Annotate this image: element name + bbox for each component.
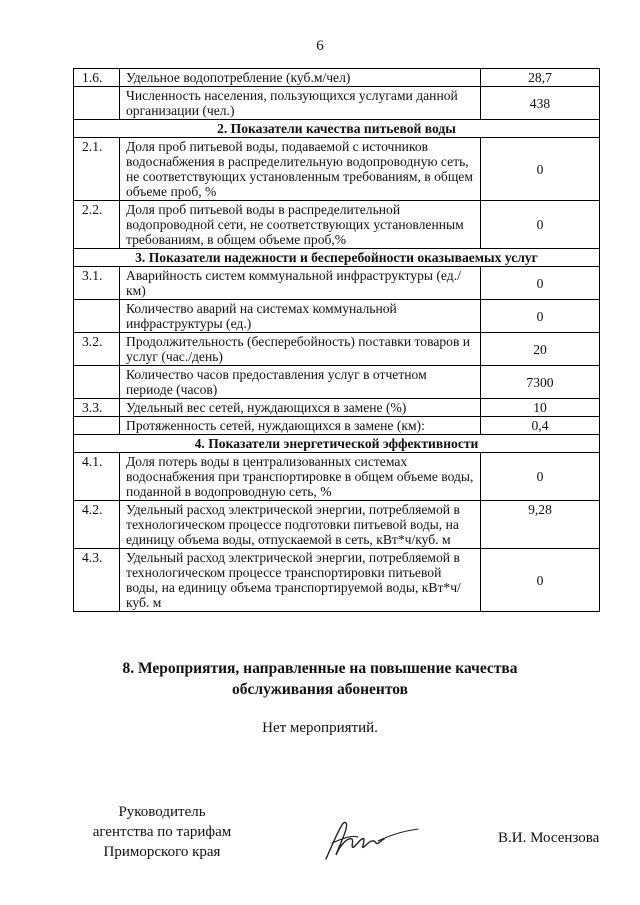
indicator-number: 3.1. <box>74 267 120 300</box>
section-header-row <box>74 249 600 267</box>
indicator-value: 9,28 <box>481 501 600 549</box>
table-row <box>74 501 600 549</box>
table-row <box>74 138 600 201</box>
indicator-value: 0 <box>481 549 600 612</box>
page-number: 6 <box>316 38 324 54</box>
indicator-number: 2.2. <box>74 201 120 249</box>
signer-title <box>82 802 242 862</box>
indicators-table-body <box>74 69 600 612</box>
indicator-value: 0 <box>481 453 600 501</box>
section-header-row <box>74 120 600 138</box>
indicator-number <box>74 366 120 399</box>
indicator-value: 0 <box>481 267 600 300</box>
indicator-name: Численность населения, пользующихся услугами данной организации (чел.) <box>120 87 481 120</box>
indicator-value: 438 <box>481 87 600 120</box>
indicator-value: 0 <box>481 300 600 333</box>
indicator-name: Удельное водопотребление (куб.м/чел) <box>120 69 481 87</box>
table-row <box>74 366 600 399</box>
table-row <box>74 201 600 249</box>
section-header: 3. Показатели надежности и бесперебойности оказываемых услуг <box>74 249 600 267</box>
indicator-number: 1.6. <box>74 69 120 87</box>
table-row <box>74 300 600 333</box>
table-row <box>74 87 600 120</box>
table-row <box>74 399 600 417</box>
indicator-name: Аварийность систем коммунальной инфраструктуры (ед./км) <box>120 267 481 300</box>
indicator-number: 4.1. <box>74 453 120 501</box>
indicator-name: Удельный вес сетей, нуждающихся в замене (%) <box>120 399 481 417</box>
table-row <box>74 549 600 612</box>
indicator-name: Удельный расход электрической энергии, потребляемой в технологическом процессе подготовки питьевой воды, на единицу объема воды, отпускаемой в сеть, кВт*ч/куб. м <box>120 501 481 549</box>
indicator-value: 0 <box>481 138 600 201</box>
table-row <box>74 417 600 435</box>
table-row <box>74 453 600 501</box>
indicator-number <box>74 87 120 120</box>
indicator-number: 4.3. <box>74 549 120 612</box>
signer-name: В.И. Мосензова <box>498 830 600 846</box>
indicator-name: Продолжительность (бесперебойность) поставки товаров и услуг (час./день) <box>120 333 481 366</box>
section-8-heading-line1: 8. Мероприятия, направленные на повышение качества <box>122 660 518 677</box>
indicator-value: 28,7 <box>481 69 600 87</box>
indicator-name: Протяженность сетей, нуждающихся в замене (км): <box>120 417 481 435</box>
indicator-number: 3.3. <box>74 399 120 417</box>
indicator-name: Количество часов предоставления услуг в отчетном периоде (часов) <box>120 366 481 399</box>
signer-title-line3: Приморского края <box>103 844 221 860</box>
indicator-number: 2.1. <box>74 138 120 201</box>
indicator-value: 20 <box>481 333 600 366</box>
signer-title-line2: агентства по тарифам <box>92 824 232 840</box>
indicator-value: 0,4 <box>481 417 600 435</box>
table-row <box>74 69 600 87</box>
indicator-name: Удельный расход электрической энергии, потребляемой в технологическом процессе транспортировки питьевой воды, на единицу объема транспортируемой воды, кВт*ч/куб. м <box>120 549 481 612</box>
indicator-value: 7300 <box>481 366 600 399</box>
indicator-number: 4.2. <box>74 501 120 549</box>
section-header: 2. Показатели качества питьевой воды <box>74 120 600 138</box>
section-header: 4. Показатели энергетической эффективности <box>74 435 600 453</box>
table-row <box>74 333 600 366</box>
section-8-heading <box>0 658 640 700</box>
indicator-number <box>74 417 120 435</box>
section-header-row <box>74 435 600 453</box>
indicator-value: 10 <box>481 399 600 417</box>
indicator-number <box>74 300 120 333</box>
handwritten-signature-icon <box>318 815 428 865</box>
indicator-name: Доля проб питьевой воды, подаваемой с источников водоснабжения в распределительную водопроводную сеть, не соответствующих установленным требованиям, в общем объеме проб, % <box>120 138 481 201</box>
table-row <box>74 267 600 300</box>
signer-title-line1: Руководитель <box>118 804 206 820</box>
indicator-number: 3.2. <box>74 333 120 366</box>
indicator-name: Количество аварий на системах коммунальной инфраструктуры (ед.) <box>120 300 481 333</box>
indicator-name: Доля проб питьевой воды в распределительной водопроводной сети, не соответствующих установленным требованиям, в общем объеме проб,% <box>120 201 481 249</box>
indicators-table <box>73 68 600 612</box>
indicator-value: 0 <box>481 201 600 249</box>
section-8-heading-line2: обслуживания абонентов <box>232 681 408 698</box>
indicator-name: Доля потерь воды в централизованных системах водоснабжения при транспортировке в общем объеме воды, поданной в водопроводную сеть, % <box>120 453 481 501</box>
no-measures-text: Нет мероприятий. <box>262 720 378 736</box>
